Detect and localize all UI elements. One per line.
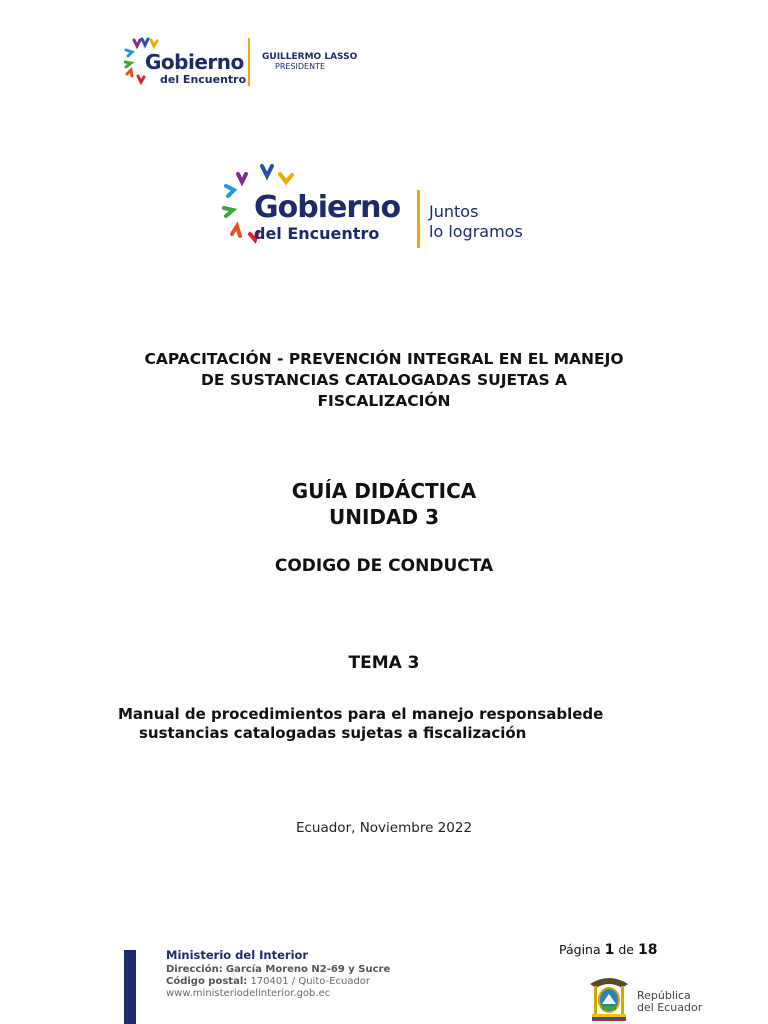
brand-subtitle: del Encuentro	[254, 224, 380, 243]
ministry-name: Ministerio del Interior	[166, 948, 309, 962]
footer-accent-bar	[124, 950, 136, 1024]
unit-topic: CODIGO DE CONDUCTA	[274, 556, 494, 576]
course-title-line-2: DE SUSTANCIAS CATALOGADAS SUJETAS A	[201, 371, 567, 389]
course-title-line-3: FISCALIZACIÓN	[317, 392, 451, 410]
ministry-contact	[166, 964, 390, 1000]
page-number	[559, 942, 657, 958]
gobierno-encuentro-header-logo	[124, 36, 364, 88]
page-current: 1	[604, 942, 615, 958]
page-total: 18	[637, 942, 658, 958]
course-title	[0, 349, 768, 412]
guide-heading	[0, 478, 768, 530]
logo-divider	[417, 190, 420, 248]
manual-title-line-2: sustancias catalogadas sujetas a fiscalización	[139, 724, 527, 742]
republic-label	[637, 990, 702, 1014]
address-line	[166, 964, 390, 976]
guide-title: GUÍA DIDÁCTICA	[291, 479, 477, 503]
slogan-line-1: Juntos	[429, 202, 479, 221]
postal-line	[166, 976, 390, 988]
postal-label: Código postal:	[166, 976, 248, 987]
page-separator: de	[618, 942, 634, 957]
address-value: García Moreno N2-69 y Sucre	[225, 964, 391, 975]
website-link[interactable]: www.ministeriodelinterior.gob.ec	[166, 988, 331, 999]
brand-name: Gobierno	[254, 190, 401, 225]
unit-title: UNIDAD 3	[329, 505, 439, 529]
address-label: Dirección:	[166, 964, 223, 975]
president-name: GUILLERMO LASSO	[262, 52, 358, 62]
tema-title: TEMA 3	[348, 653, 420, 673]
republic-line-2: del Ecuador	[637, 1001, 703, 1014]
manual-title-line-1: Manual de procedimientos para el manejo responsablede	[118, 705, 604, 723]
republic-line-1: República	[637, 989, 691, 1002]
president-title: PRESIDENTE	[275, 62, 326, 71]
course-title-line-1: CAPACITACIÓN - PREVENCIÓN INTEGRAL EN EL MANEJO	[144, 350, 624, 368]
logo-divider	[248, 38, 250, 86]
brand-name: Gobierno	[145, 50, 244, 74]
brand-subtitle: del Encuentro	[160, 73, 247, 86]
postal-value: 170401 / Quito-Ecuador	[250, 976, 371, 987]
gobierno-encuentro-main-logo	[222, 160, 552, 250]
ecuador-coat-of-arms-icon	[584, 970, 634, 1022]
document-date: Ecuador, Noviembre 2022	[295, 820, 473, 836]
slogan-line-2: lo logramos	[429, 222, 523, 241]
page-prefix: Página	[559, 942, 601, 957]
